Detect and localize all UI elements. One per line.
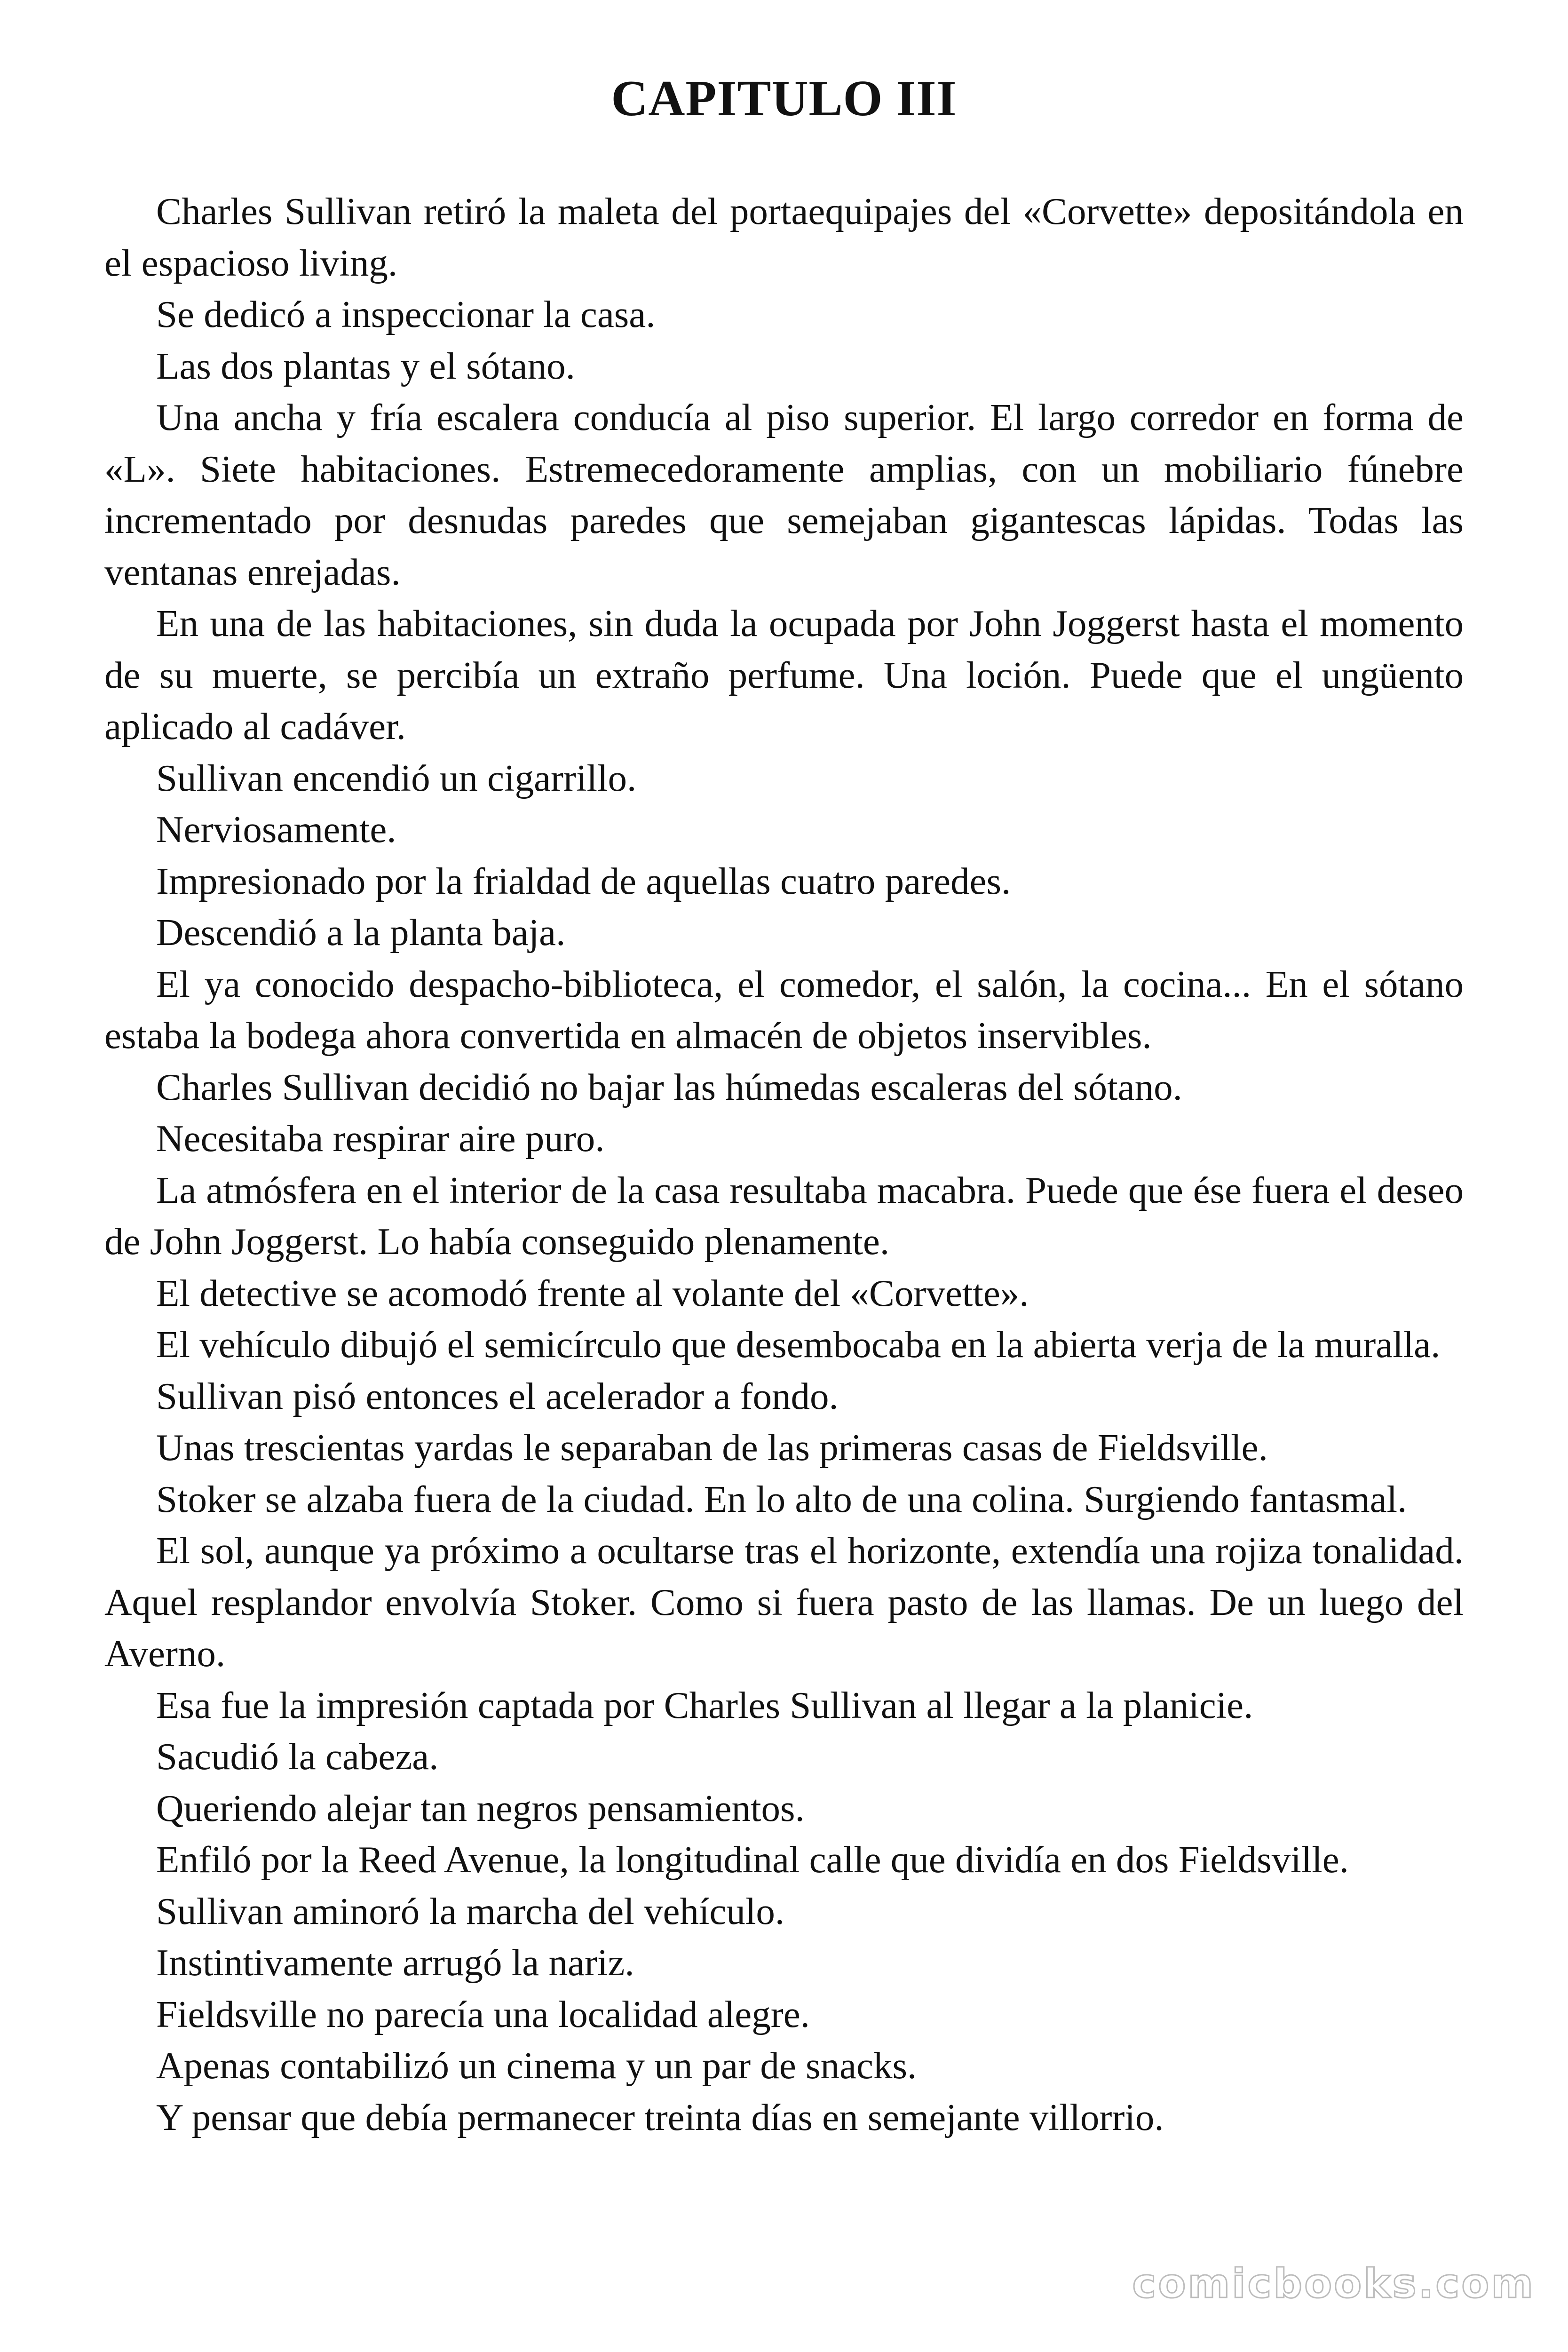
paragraph: El sol, aunque ya próximo a ocultarse tras el horizonte, extendía una rojiza tonalidad. Aquel resplandor envolvía Stoker. Como si fuera pasto de las llamas. De un luego del Averno. [104,1529,1464,1675]
paragraph: Nerviosamente. [156,808,396,850]
paragraph: Charles Sullivan decidió no bajar las húmedas escaleras del sótano. [156,1065,1182,1108]
paragraph: Sullivan encendió un cigarrillo. [156,756,637,799]
paragraph: Queriendo alejar tan negros pensamientos. [156,1787,805,1829]
paragraph: Sacudió la cabeza. [156,1735,439,1778]
paragraph: Charles Sullivan retiró la maleta del portaequipajes del «Corvette» depositándola en el espacioso living. [104,190,1464,284]
chapter-title: CAPITULO III [611,71,957,127]
paragraph: El ya conocido despacho-biblioteca, el comedor, el salón, la cocina... En el sótano estaba la bodega ahora convertida en almacén de objetos inservibles. [104,962,1464,1057]
paragraph: El detective se acomodó frente al volante del «Corvette». [156,1271,1029,1314]
paragraph: Unas trescientas yardas le separaban de las primeras casas de Fieldsville. [156,1426,1268,1469]
paragraph: En una de las habitaciones, sin duda la ocupada por John Joggerst hasta el momento de su muerte, se percibía un extraño perfume. Una loción. Puede que el ungüento aplicado al cadáver. [104,602,1464,747]
paragraph: Impresionado por la frialdad de aquellas cuatro paredes. [156,859,1011,902]
paragraph: La atmósfera en el interior de la casa resultaba macabra. Puede que ése fuera el deseo de John Joggerst. Lo había conseguido plenamente. [104,1168,1464,1263]
paragraph: Las dos plantas y el sótano. [156,344,575,387]
paragraph: Sullivan aminoró la marcha del vehículo. [156,1890,785,1932]
paragraph: Descendió a la planta baja. [156,911,566,954]
paragraph: Se dedicó a inspeccionar la casa. [156,293,656,335]
paragraph: Enfiló por la Reed Avenue, la longitudinal calle que dividía en dos Fieldsville. [156,1838,1349,1881]
paragraph: Sullivan pisó entonces el acelerador a fondo. [156,1375,839,1417]
paragraph: Y pensar que debía permanecer treinta días en semejante villorrio. [156,2096,1164,2138]
paragraph: Apenas contabilizó un cinema y un par de snacks. [156,2044,917,2087]
paragraph: Una ancha y fría escalera conducía al piso superior. El largo corredor en forma de «L». Siete habitaciones. Estremecedoramente amplias, con un mobiliario fúnebre incrementado por desnudas paredes que semejaban gigantescas lápidas. Todas las ventanas enrejadas. [104,396,1464,593]
paragraph: Necesitaba respirar aire puro. [156,1117,605,1160]
paragraph: Stoker se alzaba fuera de la ciudad. En lo alto de una colina. Surgiendo fantasmal. [156,1478,1407,1520]
paragraph: Esa fue la impresión captada por Charles Sullivan al llegar a la planicie. [156,1684,1253,1726]
body-text [104,186,1464,2143]
watermark: comicbooks.com [1132,2260,1535,2307]
paragraph: Instintivamente arrugó la nariz. [156,1941,634,1984]
paragraph: Fieldsville no parecía una localidad alegre. [156,1993,810,2035]
paragraph: El vehículo dibujó el semicírculo que desembocaba en la abierta verja de la muralla. [156,1323,1441,1366]
